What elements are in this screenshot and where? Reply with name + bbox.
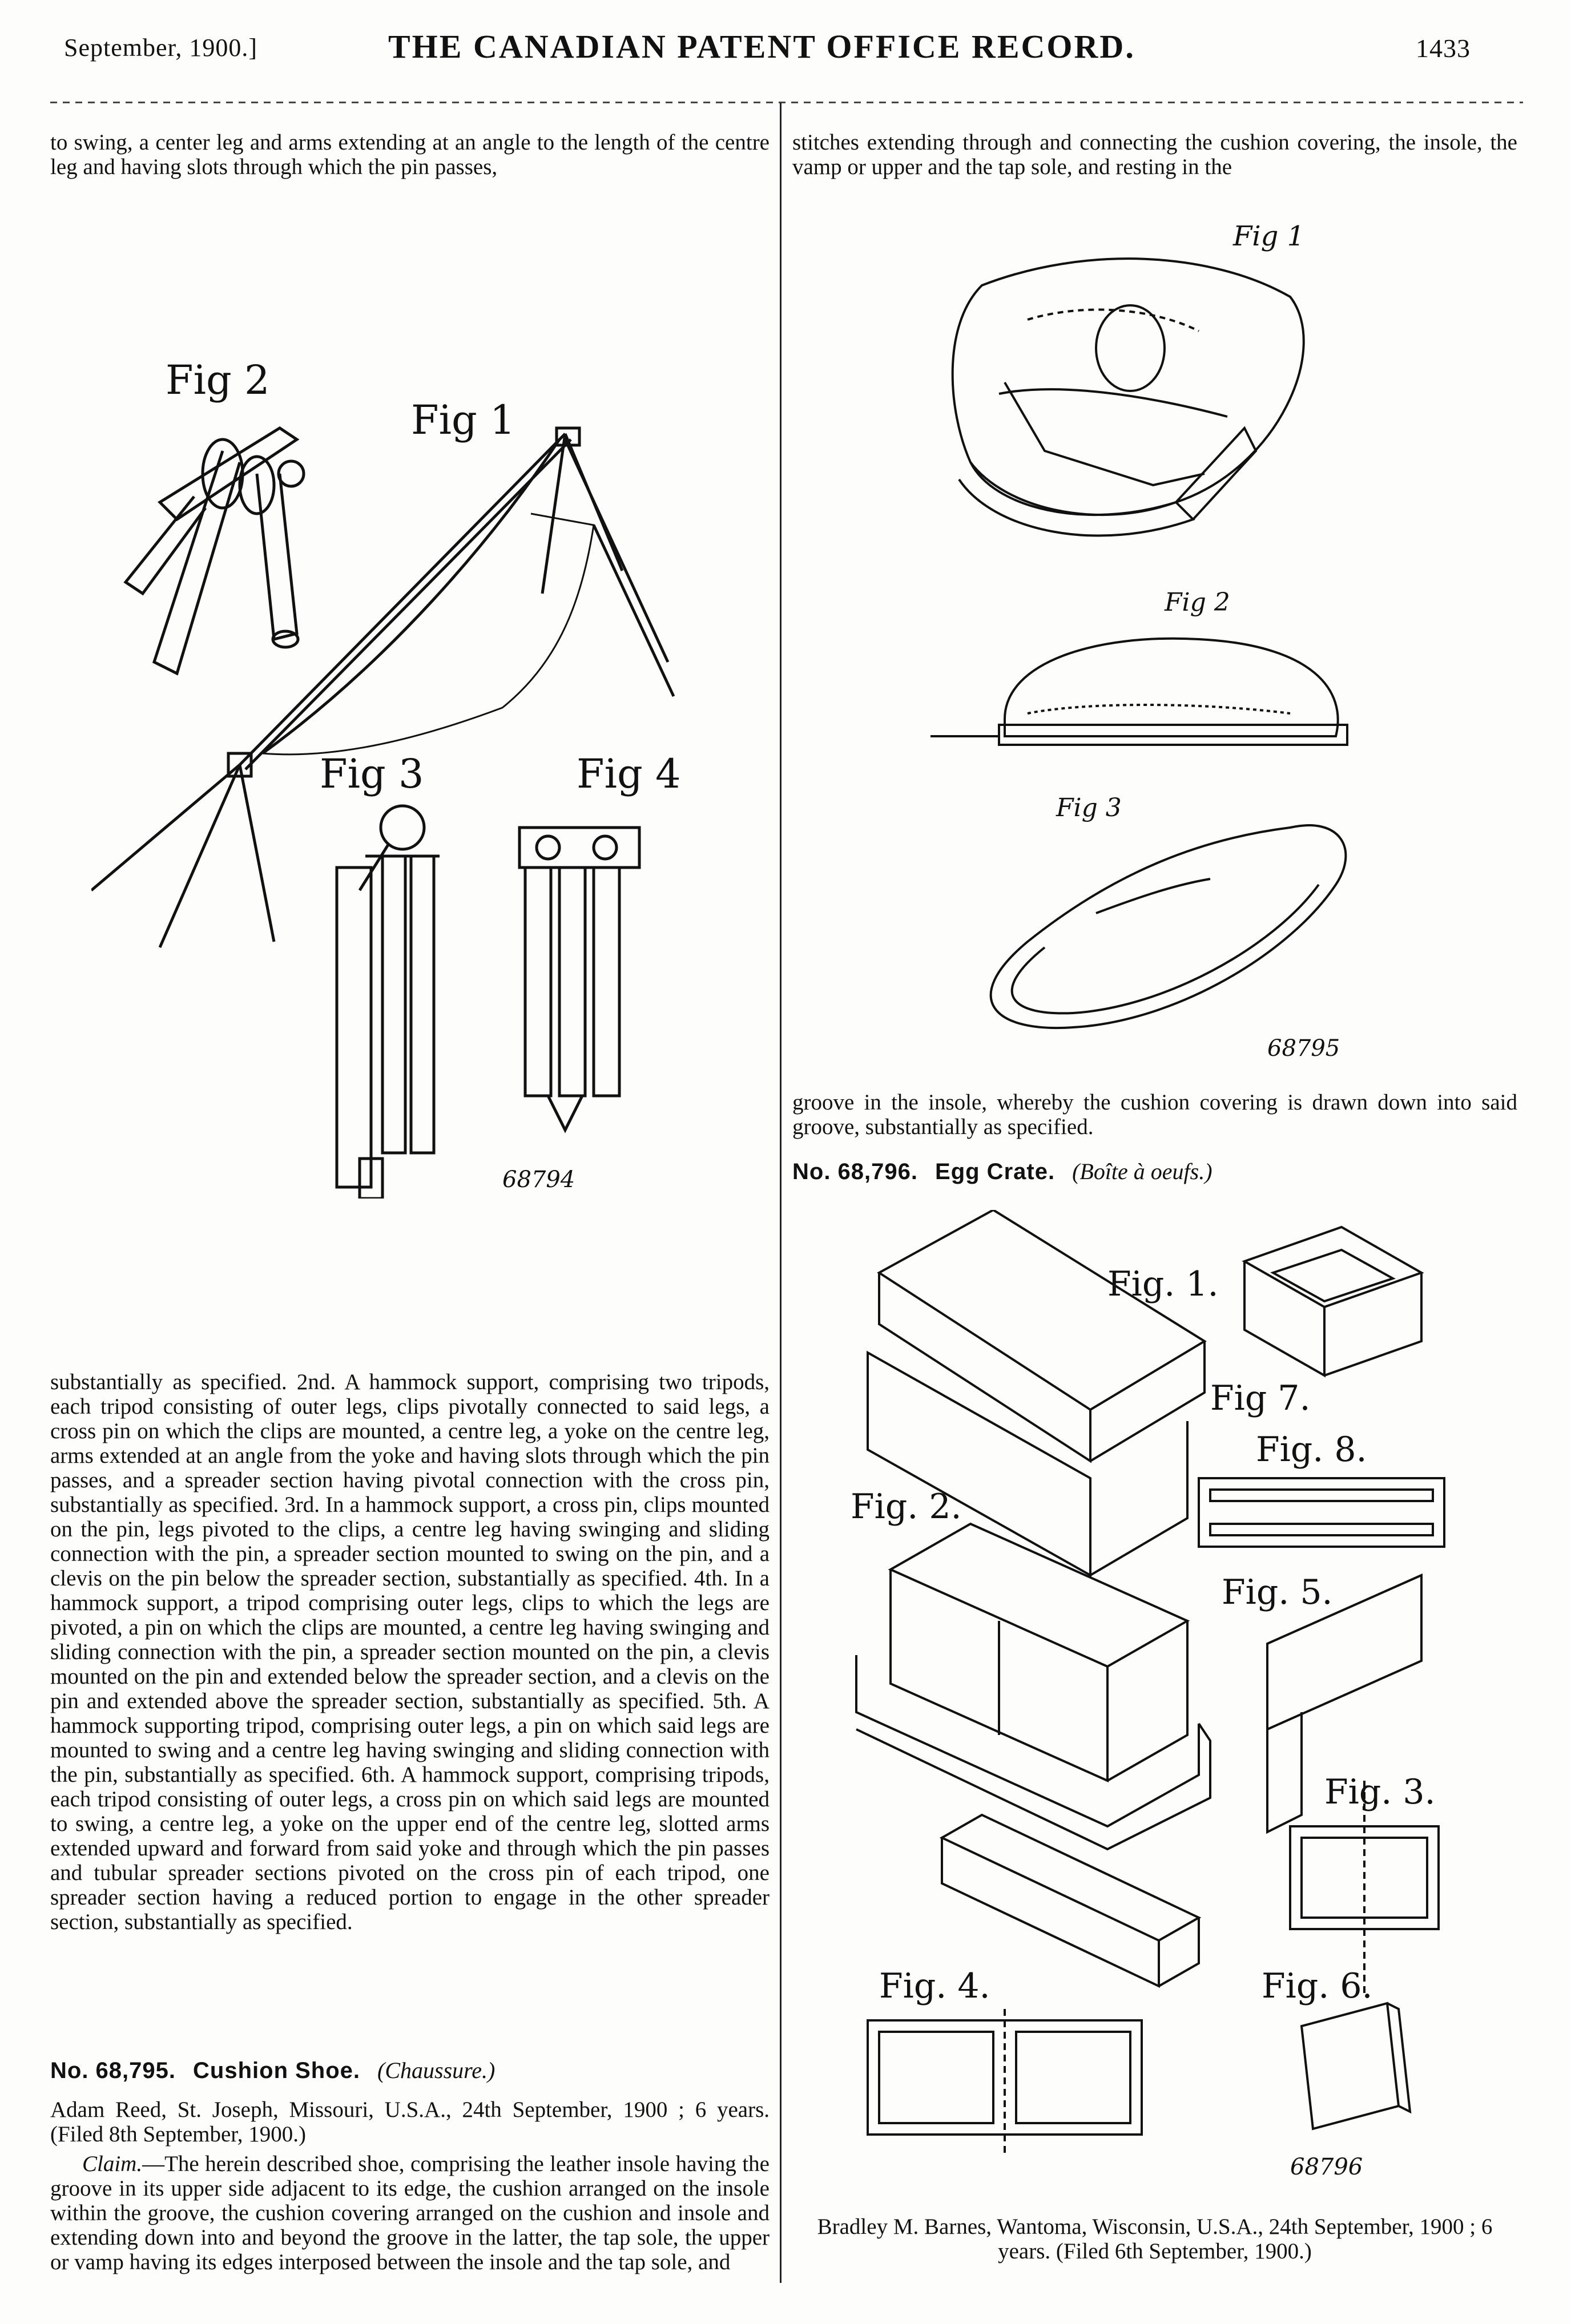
claim-label: Claim. xyxy=(82,2152,143,2176)
cushion-shoe-drawing xyxy=(856,211,1427,1067)
patent-title: Egg Crate. xyxy=(935,1159,1056,1184)
patent-claim-68795 xyxy=(50,2152,770,2274)
figure-number: 68795 xyxy=(1267,1035,1340,1062)
egg-crate-drawing xyxy=(845,1210,1501,2203)
fig-label: Fig 7. xyxy=(1210,1378,1311,1418)
left-continuation-text: to swing, a center leg and arms extending at an angle to the length of the centre leg and having slots through which the pin passes, xyxy=(50,130,770,179)
patent-inventor-68795: Adam Reed, St. Joseph, Missouri, U.S.A., 24th September, 1900 ; 6 years. (Filed 8th September, 1900.) xyxy=(50,2097,770,2147)
header-date: September, 1900.] xyxy=(64,34,258,62)
figure-number: 68796 xyxy=(1290,2154,1363,2180)
fig-label: Fig 4 xyxy=(577,751,681,797)
page-number: 1433 xyxy=(1416,34,1471,63)
fig-label: Fig. 2. xyxy=(851,1487,962,1527)
patent-number: No. 68,796. xyxy=(792,1159,919,1184)
right-continuation-text: stitches extending through and connecting the cushion covering, the insole, the vamp or upper and the tap sole, and resting in the xyxy=(792,130,1517,179)
fig-label: Fig. 8. xyxy=(1256,1430,1367,1470)
fig-label: Fig 3 xyxy=(320,751,424,797)
fig-label: Fig. 4. xyxy=(879,1966,990,2006)
patent-inventor-68796: Bradley M. Barnes, Wantoma, Wisconsin, U.S.A., 24th September, 1900 ; 6 years. (Filed 6th September, 1900.) xyxy=(817,2214,1493,2264)
figure-number: 68794 xyxy=(502,1167,575,1193)
header-rule xyxy=(50,102,1523,103)
claim-text: —The herein described shoe, comprising the leather insole having the groove in its upper side adjacent to its edge, the cushion arranged on the insole within the groove, the cushion covering arranged on the cushion and insole and extending down into and beyond the groove in the latter, the tap sole, the upper or vamp having its edges interposed between the insole and the tap sole, and xyxy=(50,2152,770,2274)
fig-label: Fig 1 xyxy=(1233,220,1305,252)
hammock-support-drawing xyxy=(91,342,742,1199)
fig-label: Fig 2 xyxy=(1165,588,1230,617)
patent-title: Cushion Shoe. xyxy=(193,2058,361,2083)
fig-label: Fig 1 xyxy=(411,397,515,443)
fig-label: Fig. 3. xyxy=(1324,1772,1436,1812)
fig-label: Fig. 1. xyxy=(1107,1264,1219,1304)
journal-title: THE CANADIAN PATENT OFFICE RECORD. xyxy=(388,28,1135,65)
right-claim-continuation: groove in the insole, whereby the cushion covering is drawn down into said groove, substantially as specified. xyxy=(792,1090,1517,1139)
patent-heading-68795 xyxy=(50,2057,770,2084)
patent-number: No. 68,795. xyxy=(50,2058,176,2083)
fig-label: Fig. 5. xyxy=(1222,1572,1333,1612)
fig-label: Fig 3 xyxy=(1056,793,1122,822)
patent-heading-68796 xyxy=(792,1159,1517,1185)
patent-french-title: (Chaussure.) xyxy=(377,2057,496,2083)
patent-french-title: (Boîte à oeufs.) xyxy=(1072,1159,1213,1184)
fig-label: Fig. 6. xyxy=(1262,1966,1373,2006)
column-divider xyxy=(780,103,782,2283)
hammock-claims-text: substantially as specified. 2nd. A hammock support, comprising two tripods, each tripod consisting of outer legs, clips pivotally connected to said legs, a cross pin on which the clips are mounted, a centre leg, a yoke on the centre leg, arms extended at an angle from the yoke and having slots through which the pin passes, and a spreader section having pivotal connection with the cross pin, substantially as specified. 3rd. In a hammock support, a cross pin, clips mounted on the pin, legs pivoted to the clips, a centre leg having swinging and sliding connection with the pin, a spreader section mounted to swing on the pin, and a clevis on the pin below the spreader section, substantially as specified. 4th. In a hammock support, a tripod comprising outer legs, clips to which the legs are pivoted, a pin on which the clips are mounted, a centre leg having swinging and sliding connection with the pin, a spreader section mounted on the pin, a clevis mounted on the pin and extended below the spreader section, and a clevis on the pin and extended above the spreader section, substantially as specified. 5th. A hammock supporting tripod, comprising outer legs, a pin on which said legs are mounted to swing and a centre leg having swinging and sliding connection with the pin, substantially as specified. 6th. A hammock support, comprising tripods, each tripod consisting of outer legs, a cross pin on which said legs are mounted to swing, a centre leg, a yoke on the upper end of the centre leg, slotted arms extended upward and forward from said yoke and through which the pin passes and tubular spreader sections pivoted on the cross pin of each tripod, one spreader section having a reduced portion to engage in the other spreader section, substantially as specified. xyxy=(50,1370,770,1934)
fig-label: Fig 2 xyxy=(166,357,270,404)
